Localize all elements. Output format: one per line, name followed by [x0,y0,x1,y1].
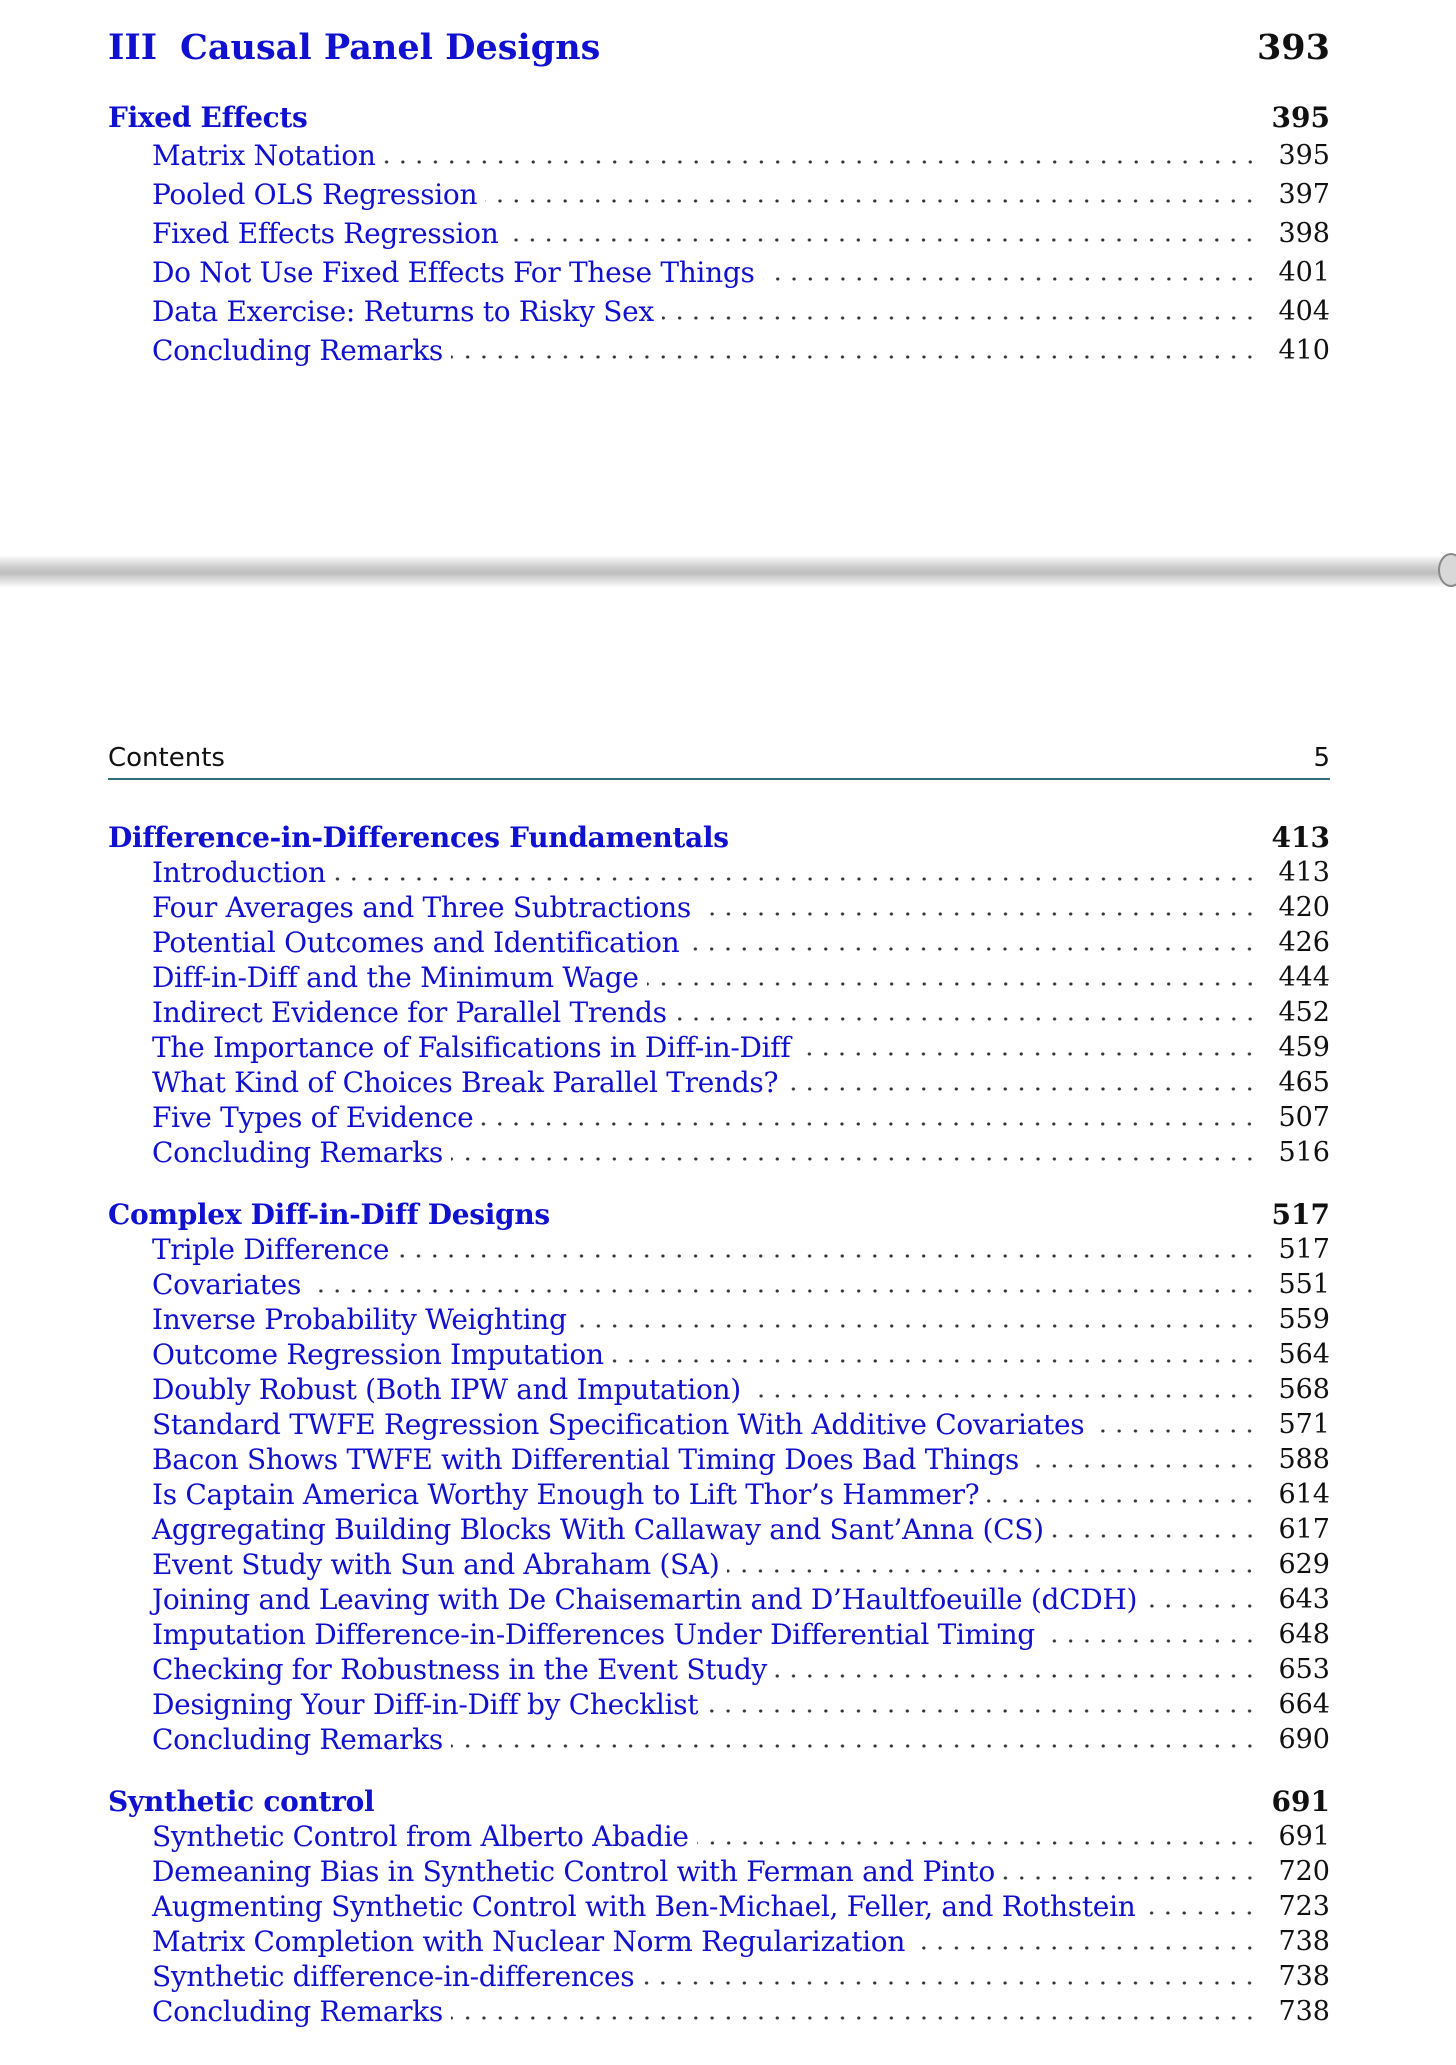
dot-leader [798,1052,1258,1056]
entry-page: 413 [1278,856,1330,888]
toc-entry[interactable] [108,216,1330,250]
dot-leader [706,1709,1258,1713]
entry-page: 516 [1278,1136,1330,1168]
toc-entry[interactable] [108,1030,1330,1064]
entry-page: 738 [1278,1995,1330,2027]
dot-leader [1027,1464,1258,1468]
toc-entry[interactable] [108,1617,1330,1651]
part-numeral: III [108,26,158,68]
chapter-title: Fixed Effects [108,100,308,134]
toc-entry[interactable] [108,1477,1330,1511]
entry-title: Synthetic difference-in-differences [152,1959,635,1993]
dot-leader [675,1017,1258,1021]
entry-title: Concluding Remarks [152,333,443,367]
dot-leader [485,199,1258,203]
toc-entry[interactable] [108,1854,1330,1888]
entry-title: Aggregating Building Blocks With Callaway and Sant’Anna (CS) [152,1512,1044,1546]
entry-title: Data Exercise: Returns to Risky Sex [152,294,654,328]
dot-leader [1145,1604,1258,1608]
entry-page: 452 [1278,996,1330,1028]
dot-leader [775,1674,1258,1678]
toc-entry[interactable] [108,138,1330,172]
entry-title: Imputation Difference-in-Differences Under Differential Timing [152,1617,1035,1651]
dot-leader [1043,1639,1258,1643]
entry-page: 404 [1278,295,1330,327]
entry-page: 426 [1278,926,1330,958]
entry-page: 420 [1278,891,1330,923]
dot-leader [451,355,1258,359]
entry-page: 617 [1278,1513,1330,1545]
toc-entry[interactable] [108,1819,1330,1853]
dot-leader [699,912,1258,916]
chapter-title: Difference-in-Differences Fundamentals [108,820,729,854]
toc-entry[interactable] [108,995,1330,1029]
toc-entry[interactable] [108,1959,1330,1993]
dot-leader [575,1324,1258,1328]
running-head-rule [108,778,1330,780]
entry-title: Is Captain America Worthy Enough to Lift Thor’s Hammer? [152,1477,980,1511]
toc-entry[interactable] [108,1232,1330,1266]
toc-entry[interactable] [108,177,1330,211]
toc-entry[interactable] [108,890,1330,924]
entry-title: Five Types of Evidence [152,1100,474,1134]
dot-leader [1092,1429,1258,1433]
toc-entry[interactable] [108,1135,1330,1169]
toc-entry[interactable] [108,1372,1330,1406]
toc-entry[interactable] [108,1722,1330,1756]
entry-page: 664 [1278,1688,1330,1720]
entry-page: 738 [1278,1960,1330,1992]
toc-entry[interactable] [108,1065,1330,1099]
entry-page: 690 [1278,1723,1330,1755]
toc-chapter-complex-did[interactable] [108,1197,1330,1231]
dot-leader [1052,1534,1258,1538]
dot-leader [1143,1911,1258,1915]
dot-leader [987,1499,1258,1503]
dot-leader [506,238,1258,242]
entry-title: The Importance of Falsifications in Diff-in-Diff [152,1030,791,1064]
entry-title: Standard TWFE Regression Specification With Additive Covariates [152,1407,1085,1441]
entry-page: 397 [1278,178,1330,210]
entry-page: 738 [1278,1925,1330,1957]
entry-title: Joining and Leaving with De Chaisemartin and D’Haultfoeuille (dCDH) [152,1582,1138,1616]
toc-entry[interactable] [108,1547,1330,1581]
entry-page: 398 [1278,217,1330,249]
dot-leader [749,1394,1258,1398]
toc-entry[interactable] [108,1267,1330,1301]
entry-page: 723 [1278,1890,1330,1922]
toc-entry[interactable] [108,925,1330,959]
entry-title: What Kind of Choices Break Parallel Trends? [152,1065,779,1099]
dot-leader [642,1981,1258,1985]
dot-leader [1003,1876,1258,1880]
dot-leader [451,2016,1258,2020]
toc-part-heading[interactable] [108,22,1330,72]
toc-entry[interactable] [108,333,1330,367]
part-title: Causal Panel Designs [180,26,601,68]
entry-title: Four Averages and Three Subtractions [152,890,691,924]
entry-title: Doubly Robust (Both IPW and Imputation) [152,1372,741,1406]
entry-title: Concluding Remarks [152,1722,443,1756]
dot-leader [612,1359,1258,1363]
dot-leader [687,947,1258,951]
page-separator [0,555,1456,588]
entry-page: 459 [1278,1031,1330,1063]
toc-entry[interactable] [108,1512,1330,1546]
entry-page: 517 [1278,1233,1330,1265]
entry-title: Inverse Probability Weighting [152,1302,567,1336]
entry-title: Matrix Notation [152,138,376,172]
toc-entry[interactable] [108,1407,1330,1441]
dot-leader [697,1841,1258,1845]
dot-leader [451,1157,1258,1161]
entry-title: Checking for Robustness in the Event Study [152,1652,768,1686]
toc-chapter-did-fundamentals[interactable] [108,820,1330,854]
entry-page: 410 [1278,334,1330,366]
dot-leader [309,1289,1258,1293]
entry-page: 395 [1278,139,1330,171]
entry-page: 465 [1278,1066,1330,1098]
entry-page: 401 [1278,256,1330,288]
entry-title: Synthetic Control from Alberto Abadie [152,1819,689,1853]
chapter-page: 691 [1271,1784,1330,1818]
running-head-label: Contents [108,743,225,773]
running-head [108,740,1330,776]
toc-entry[interactable] [108,1687,1330,1721]
toc-entry[interactable] [108,1100,1330,1134]
entry-title: Do Not Use Fixed Effects For These Things [152,255,755,289]
entry-title: Bacon Shows TWFE with Differential Timing Does Bad Things [152,1442,1019,1476]
entry-title: Designing Your Diff-in-Diff by Checklist [152,1687,699,1721]
toc-entry[interactable] [108,255,1330,289]
toc-entry[interactable] [108,1337,1330,1371]
entry-page: 629 [1278,1548,1330,1580]
entry-page: 551 [1278,1268,1330,1300]
entry-page: 648 [1278,1618,1330,1650]
entry-title: Outcome Regression Imputation [152,1337,604,1371]
part-page-number: 393 [1256,26,1330,68]
toc-entry[interactable] [108,1924,1330,1958]
dot-leader [481,1122,1258,1126]
entry-page: 653 [1278,1653,1330,1685]
entry-page: 588 [1278,1443,1330,1475]
entry-title: Introduction [152,855,326,889]
entry-page: 444 [1278,961,1330,993]
toc-entry[interactable] [108,855,1330,889]
toc-entry[interactable] [108,1994,1330,2028]
entry-title: Fixed Effects Regression [152,216,499,250]
running-head-page: 5 [1313,743,1330,773]
entry-title: Triple Difference [152,1232,390,1266]
toc-entry[interactable] [108,294,1330,328]
entry-title: Demeaning Bias in Synthetic Control with Ferman and Pinto [152,1854,995,1888]
toc-entry[interactable] [108,1442,1330,1476]
entry-title: Concluding Remarks [152,1994,443,2028]
entry-page: 643 [1278,1583,1330,1615]
entry-page: 559 [1278,1303,1330,1335]
entry-page: 720 [1278,1855,1330,1887]
toc-chapter-synthetic-control[interactable] [108,1784,1330,1818]
toc-chapter-fixed-effects[interactable] [108,100,1330,134]
chapter-title: Synthetic control [108,1784,375,1818]
dot-leader [662,316,1258,320]
entry-title: Event Study with Sun and Abraham (SA) [152,1547,720,1581]
chapter-page: 413 [1271,820,1330,854]
toc-entry[interactable] [108,1652,1330,1686]
entry-title: Covariates [152,1267,302,1301]
dot-leader [727,1569,1258,1573]
dot-leader [451,1744,1258,1748]
entry-title: Indirect Evidence for Parallel Trends [152,995,667,1029]
entry-page: 507 [1278,1101,1330,1133]
entry-title: Augmenting Synthetic Control with Ben-Michael, Feller, and Rothstein [152,1889,1136,1923]
toc-entry[interactable] [108,1582,1330,1616]
dot-leader [384,160,1258,164]
entry-page: 691 [1278,1820,1330,1852]
entry-page: 568 [1278,1373,1330,1405]
entry-page: 614 [1278,1478,1330,1510]
toc-entry[interactable] [108,1889,1330,1923]
entry-title: Potential Outcomes and Identification [152,925,680,959]
dot-leader [334,877,1258,881]
chapter-page: 395 [1271,100,1330,134]
entry-page: 564 [1278,1338,1330,1370]
bottom-page [0,588,1456,2065]
dot-leader [786,1087,1258,1091]
top-page [0,0,1456,555]
entry-page: 571 [1278,1408,1330,1440]
entry-title: Pooled OLS Regression [152,177,478,211]
chapter-title: Complex Diff-in-Diff Designs [108,1197,550,1231]
entry-title: Matrix Completion with Nuclear Norm Regularization [152,1924,906,1958]
chapter-page: 517 [1271,1197,1330,1231]
dot-leader [913,1946,1258,1950]
dot-leader [763,277,1258,281]
entry-title: Diff-in-Diff and the Minimum Wage [152,960,639,994]
dot-leader [647,982,1258,986]
entry-title: Concluding Remarks [152,1135,443,1169]
toc-entry[interactable] [108,960,1330,994]
dot-leader [397,1254,1258,1258]
toc-entry[interactable] [108,1302,1330,1336]
